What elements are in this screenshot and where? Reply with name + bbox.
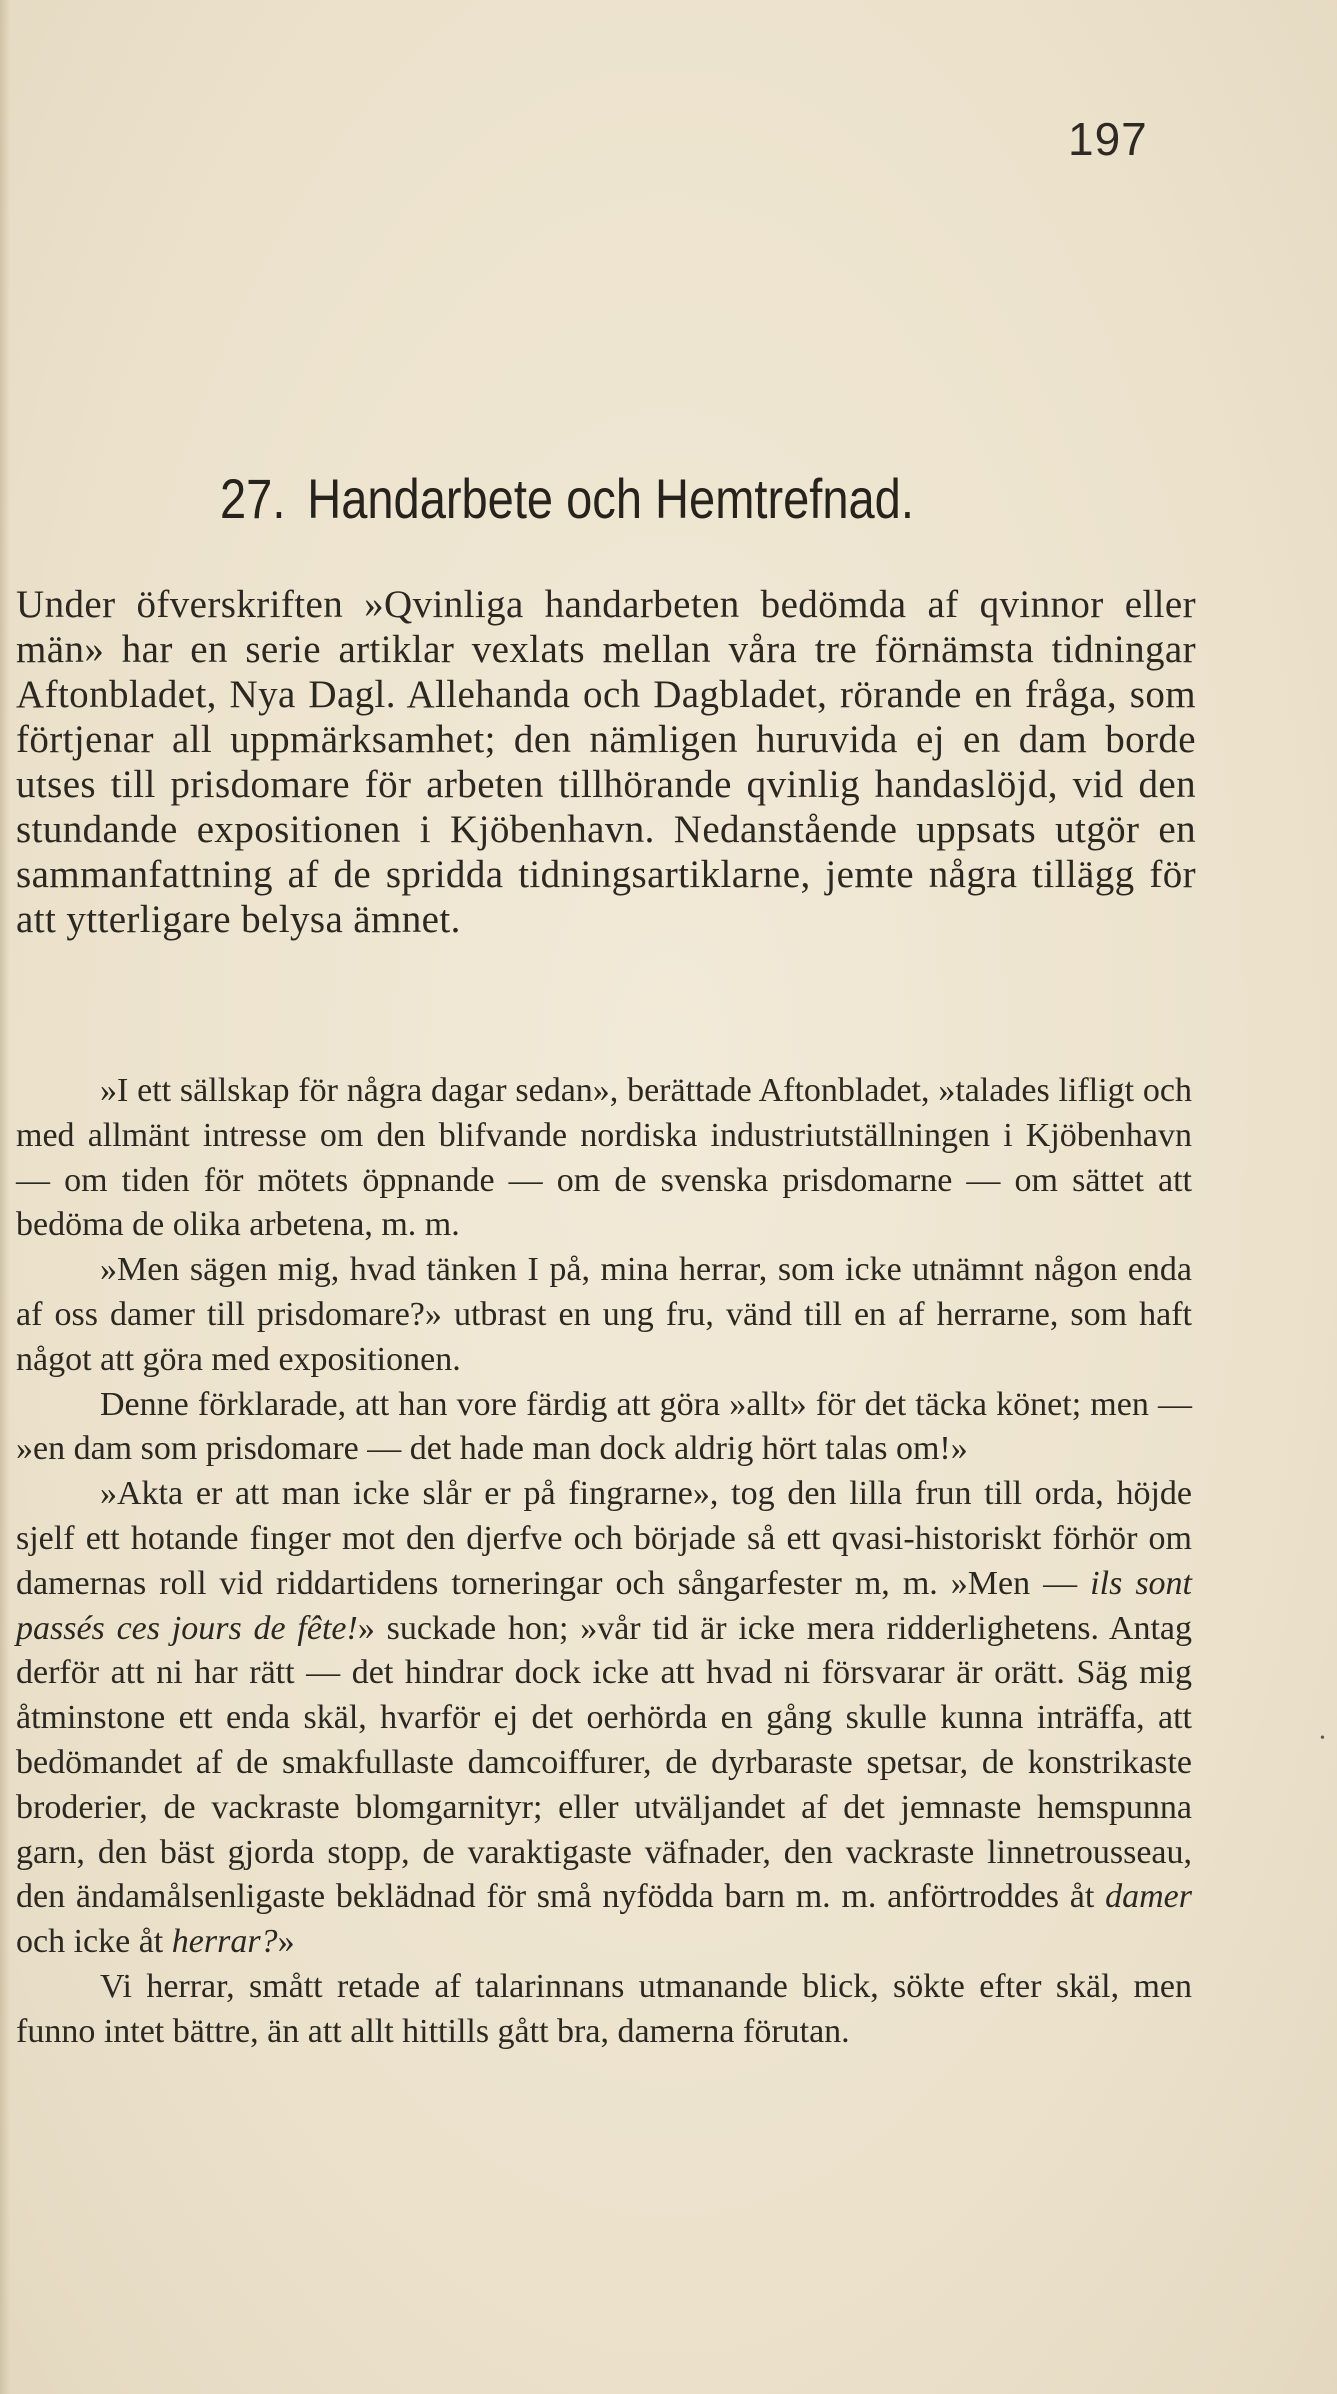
paragraph-4-text-e: och icke åt — [16, 1923, 172, 1961]
chapter-number: 27. — [220, 467, 286, 530]
paragraph-4-text-g: » — [277, 1923, 295, 1961]
emphasis-damer: damer — [1105, 1878, 1192, 1916]
article-paragraph-2: »Men sägen mig, hvad tänken I på, mina herrar, som icke utnämnt någon enda af oss damer till prisdomare?» utbrast en ung fru, vänd till en af herrarne, som haft något att göra med expositionen. — [16, 1251, 1192, 1378]
paragraph-4-text-c: » suckade hon; »vår tid är icke mera ridderlighetens. Antag derför att ni har rätt — det hindrar dock icke att hvad ni försvarar är orätt. Säg mig åtminstone ett enda skäl, hvarför ej det oerhörda en gång skulle kunna inträffa, att bedömandet af de smakfullaste damcoiffurer, de dyrbaraste spetsar, de konstrikaste broderier, de vackraste blomgarnityr; eller utväljandet af det jemnaste hemspunna garn, den bäst gjorda stopp, de varaktigaste väfnader, den vackraste linnetrousseau, den ändamålsenligaste beklädnad för små nyfödda barn m. m. anförtroddes åt — [16, 1609, 1192, 1916]
article-paragraph-5: Vi herrar, smått retade af talarinnans utmanande blick, sökte efter skäl, men funno intet bättre, än att allt hittills gått bra, damerna förutan. — [16, 1967, 1192, 2050]
chapter-heading — [220, 466, 914, 531]
chapter-title: Handarbete och Hemtrefnad. — [307, 467, 914, 530]
emphasis-herrar: herrar? — [171, 1923, 278, 1961]
page-binding-edge — [0, 0, 10, 2394]
article-body — [16, 1069, 1192, 2055]
page-number: 197 — [1068, 113, 1148, 165]
intro-paragraph: Under öfverskriften »Qvinliga handarbeten bedömda af qvinnor eller män» har en serie artiklar vexlats mellan våra tre förnämsta tidningar Aftonbladet, Nya Dagl. Allehanda och Dagbladet, rörande en fråga, som förtjenar all uppmärksamhet; den nämligen huruvida ej en dam borde utses till prisdomare för arbeten tillhörande qvinlig handaslöjd, vid den stundande expositionen i Kjöbenhavn. Nedanstående uppsats utgör en sammanfattning af de spridda tidningsartiklarne, jemte några tillägg för att ytterligare belysa ämnet. — [16, 583, 1196, 941]
article-paragraph-4 — [16, 1472, 1192, 1965]
intro-section — [16, 582, 1196, 942]
paragraph-4-text-a: »Akta er att man icke slår er på fingrarne», tog den lilla frun till orda, höjde sjelf ett hotande finger mot den djerfve och började så ett qvasi-historiskt förhör om damernas roll vid riddartidens torneringar och sångarfester m, m. »Men — — [16, 1475, 1192, 1602]
article-paragraph-3: Denne förklarade, att han vore färdig att göra »allt» för det täcka könet; men — »en dam som prisdomare — det hade man dock aldrig hört talas om!» — [16, 1385, 1192, 1468]
margin-mark-icon: • — [1320, 1731, 1325, 1746]
article-paragraph-1: »I ett sällskap för några dagar sedan», berättade Aftonbladet, »talades lifligt och med allmänt intresse om den blifvande nordiska industriutställningen i Kjöbenhavn — om tiden för mötets öppnande — om de svenska prisdomarne — om sättet att bedöma de olika arbetena, m. m. — [16, 1072, 1192, 1244]
french-quote: ils sont passés ces jours de fête! — [16, 1564, 1192, 1647]
